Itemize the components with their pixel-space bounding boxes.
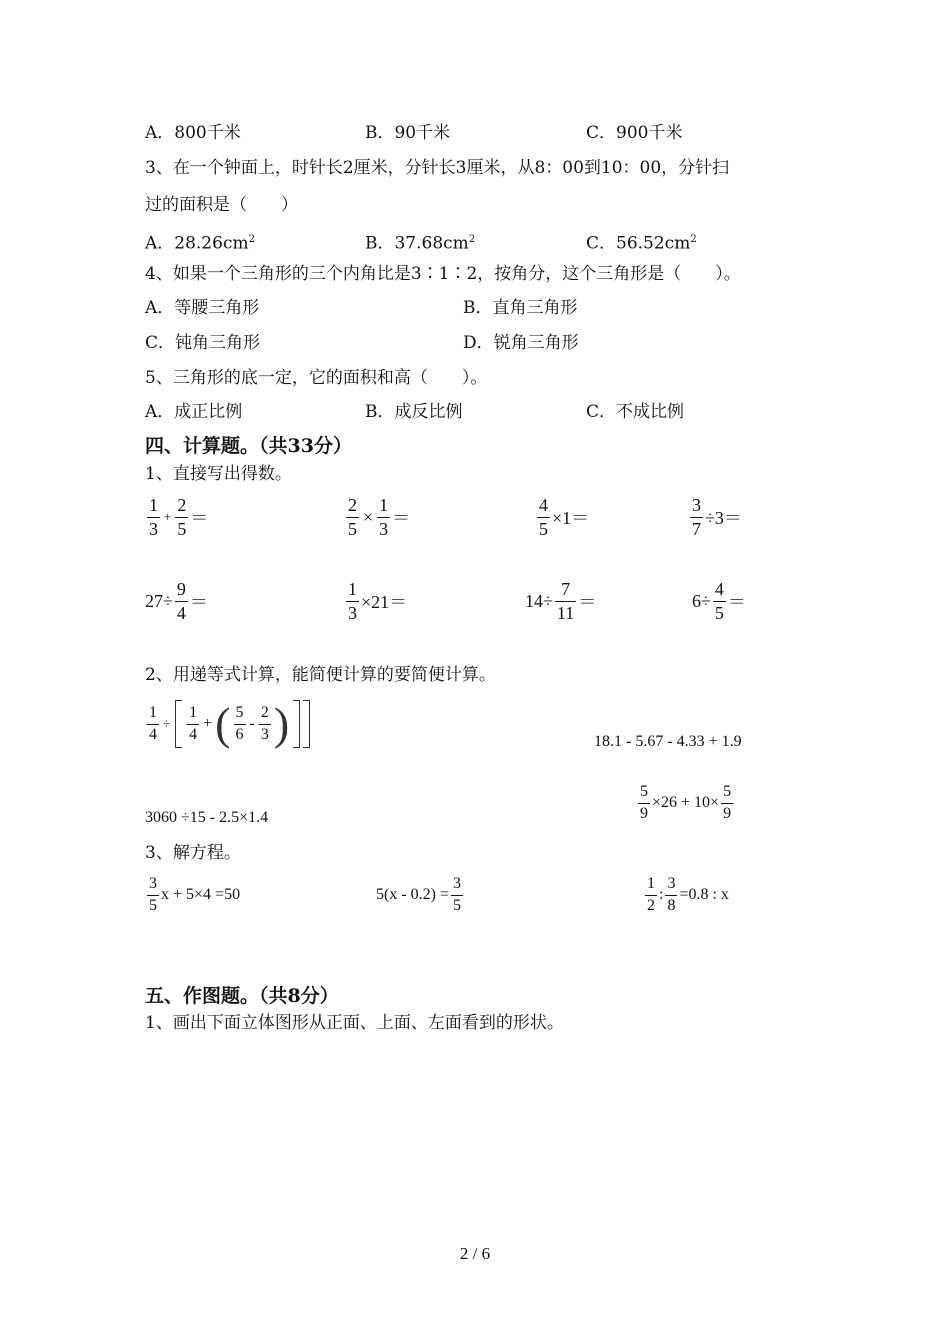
- section4-p2: 2、用递等式计算，能简便计算的要简便计算。: [145, 665, 496, 685]
- q3-option-a: A．$28.26cm^2$: [145, 233, 255, 254]
- section5-p1: 1、画出下面立体图形从正面、上面、左面看到的形状。: [145, 1013, 564, 1033]
- q3-line2: 过的面积是（ ）: [145, 195, 298, 215]
- equation-2: 5(x - 0.2) = $\frac{3}{5}$: [376, 875, 462, 914]
- q5-option-c: C．不成比例: [586, 402, 685, 422]
- stepwise-expr-4: $\frac{5}{9}$ ×26 + 10× $\frac{5}{9}$: [640, 783, 732, 822]
- q4-option-c: C．钝角三角形: [145, 333, 261, 353]
- calc-expr-6: $\frac{1}{3}$ ×21＝: [348, 579, 408, 623]
- calc-expr-1: $\frac{1}{3}$ + $\frac{2}{5}$ ＝: [149, 495, 209, 539]
- q2-option-a: A．800千米: [145, 123, 241, 143]
- calc-expr-4: $\frac{3}{7}$ ÷3＝: [692, 495, 742, 539]
- q3-option-b: B．$37.68cm^2$: [365, 233, 476, 254]
- q4-option-b: B．直角三角形: [463, 298, 578, 318]
- stepwise-expr-1: $\frac{1}{4}$ ÷ $\frac{1}{4}$ + ( $\frac{5}{6}$ - $\frac{2}{3}$ ): [145, 700, 313, 748]
- page-number: 2 / 6: [459, 1244, 491, 1263]
- calc-expr-5: 27÷ $\frac{9}{4}$ ＝: [145, 579, 208, 623]
- equation-3: $\frac{1}{2}$ : $\frac{3}{8}$ =0.8 : x: [647, 875, 729, 914]
- section5-title: 五、作图题。（共8分）: [145, 985, 339, 1007]
- section4-p1: 1、直接写出得数。: [145, 464, 292, 484]
- stepwise-expr-3: 3060 ÷15 - 2.5×1.4: [145, 809, 269, 826]
- calc-expr-3: $\frac{4}{5}$ ×1＝: [539, 495, 590, 539]
- calc-expr-2: $\frac{2}{5}$ × $\frac{1}{3}$ ＝: [348, 495, 411, 539]
- equation-1: $\frac{3}{5}$ x + 5×4 =50: [149, 875, 241, 914]
- calc-expr-8: 6÷ $\frac{4}{5}$ ＝: [692, 579, 746, 623]
- section4-title: 四、计算题。（共33分）: [145, 435, 352, 457]
- section4-p3: 3、解方程。: [145, 843, 241, 863]
- q5-text: 5、三角形的底一定，它的面积和高（ ）。: [145, 368, 488, 388]
- calc-expr-7: 14÷ $\frac{7}{11}$ ＝: [525, 579, 597, 623]
- q3-option-c: C．$56.52cm^2$: [586, 233, 697, 254]
- q5-option-a: A．成正比例: [145, 402, 243, 422]
- q4-option-d: D．锐角三角形: [463, 333, 579, 353]
- q2-option-b: B．90千米: [365, 123, 451, 143]
- q4-option-a: A．等腰三角形: [145, 298, 260, 318]
- q4-text: 4、如果一个三角形的三个内角比是3∶1∶2，按角分，这个三角形是（ ）。: [145, 264, 741, 284]
- q5-option-b: B．成反比例: [365, 402, 463, 422]
- stepwise-expr-2: 18.1 - 5.67 - 4.33 + 1.9: [594, 733, 742, 750]
- q3-line1: 3、在一个钟面上，时针长2厘米，分针长3厘米，从8：00到10：00，分针扫: [145, 158, 730, 178]
- q2-option-c: C．900千米: [586, 123, 683, 143]
